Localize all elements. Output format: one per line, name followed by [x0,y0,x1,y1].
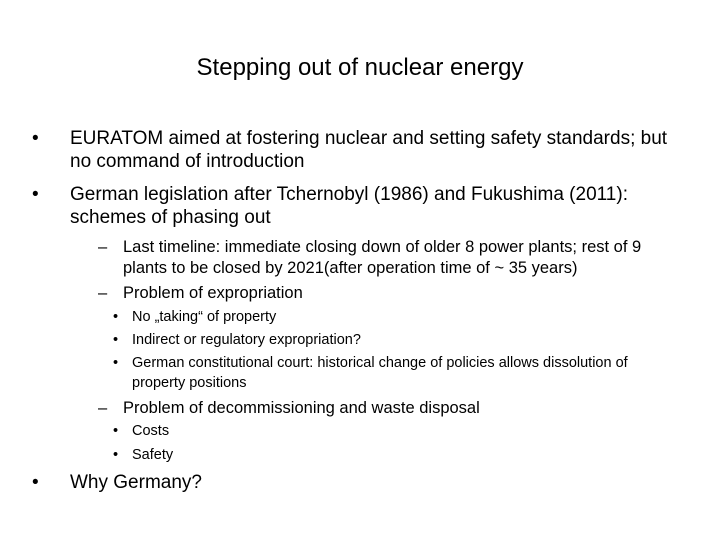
sub-item-text: Problem of expropriation [123,284,303,302]
small-bullet-marker: • [113,447,119,463]
bullet-marker: • [32,128,39,149]
sub-item-last-timeline [98,237,678,279]
sub-item-expropriation [98,283,678,304]
sub-sub-item-text: German constitutional court: historical change of policies allows dissolution of property positions [132,355,628,391]
dash-marker: – [98,238,108,256]
small-bullet-marker: • [113,355,119,371]
sub-item-decommissioning [98,398,678,419]
bullet-item-euratom [32,127,672,173]
bullet-item-german-legislation [32,183,672,229]
sub-sub-item-constitutional-court [113,354,673,393]
sub-sub-item-indirect-expropriation [113,331,673,351]
dash-marker: – [98,399,108,417]
small-bullet-marker: • [113,309,119,325]
bullet-marker: • [32,184,39,205]
sub-item-text: Last timeline: immediate closing down of older 8 power plants; rest of 9 plants to be closed by 2021(after operation time of ~ 35 years) [123,238,642,277]
sub-sub-item-text: Costs [132,423,170,439]
sub-sub-item-text: Indirect or regulatory expropriation? [132,332,361,348]
sub-sub-item-text: Safety [132,447,174,463]
small-bullet-marker: • [113,332,119,348]
sub-sub-item-costs [113,422,673,442]
bullet-text: EURATOM aimed at fostering nuclear and setting safety standards; but no command of introduction [70,128,668,172]
small-bullet-marker: • [113,423,119,439]
bullet-text: Why Germany? [70,472,202,493]
bullet-text: German legislation after Tchernobyl (1986) and Fukushima (2011): schemes of phasing out [70,184,628,228]
sub-sub-item-safety [113,446,673,466]
sub-sub-item-text: No „taking“ of property [132,309,277,325]
sub-sub-item-no-taking [113,308,673,328]
bullet-marker: • [32,472,39,493]
sub-item-text: Problem of decommissioning and waste disposal [123,399,480,417]
slide-title: Stepping out of nuclear energy [196,54,524,81]
bullet-item-why-germany [32,471,672,494]
dash-marker: – [98,284,108,302]
